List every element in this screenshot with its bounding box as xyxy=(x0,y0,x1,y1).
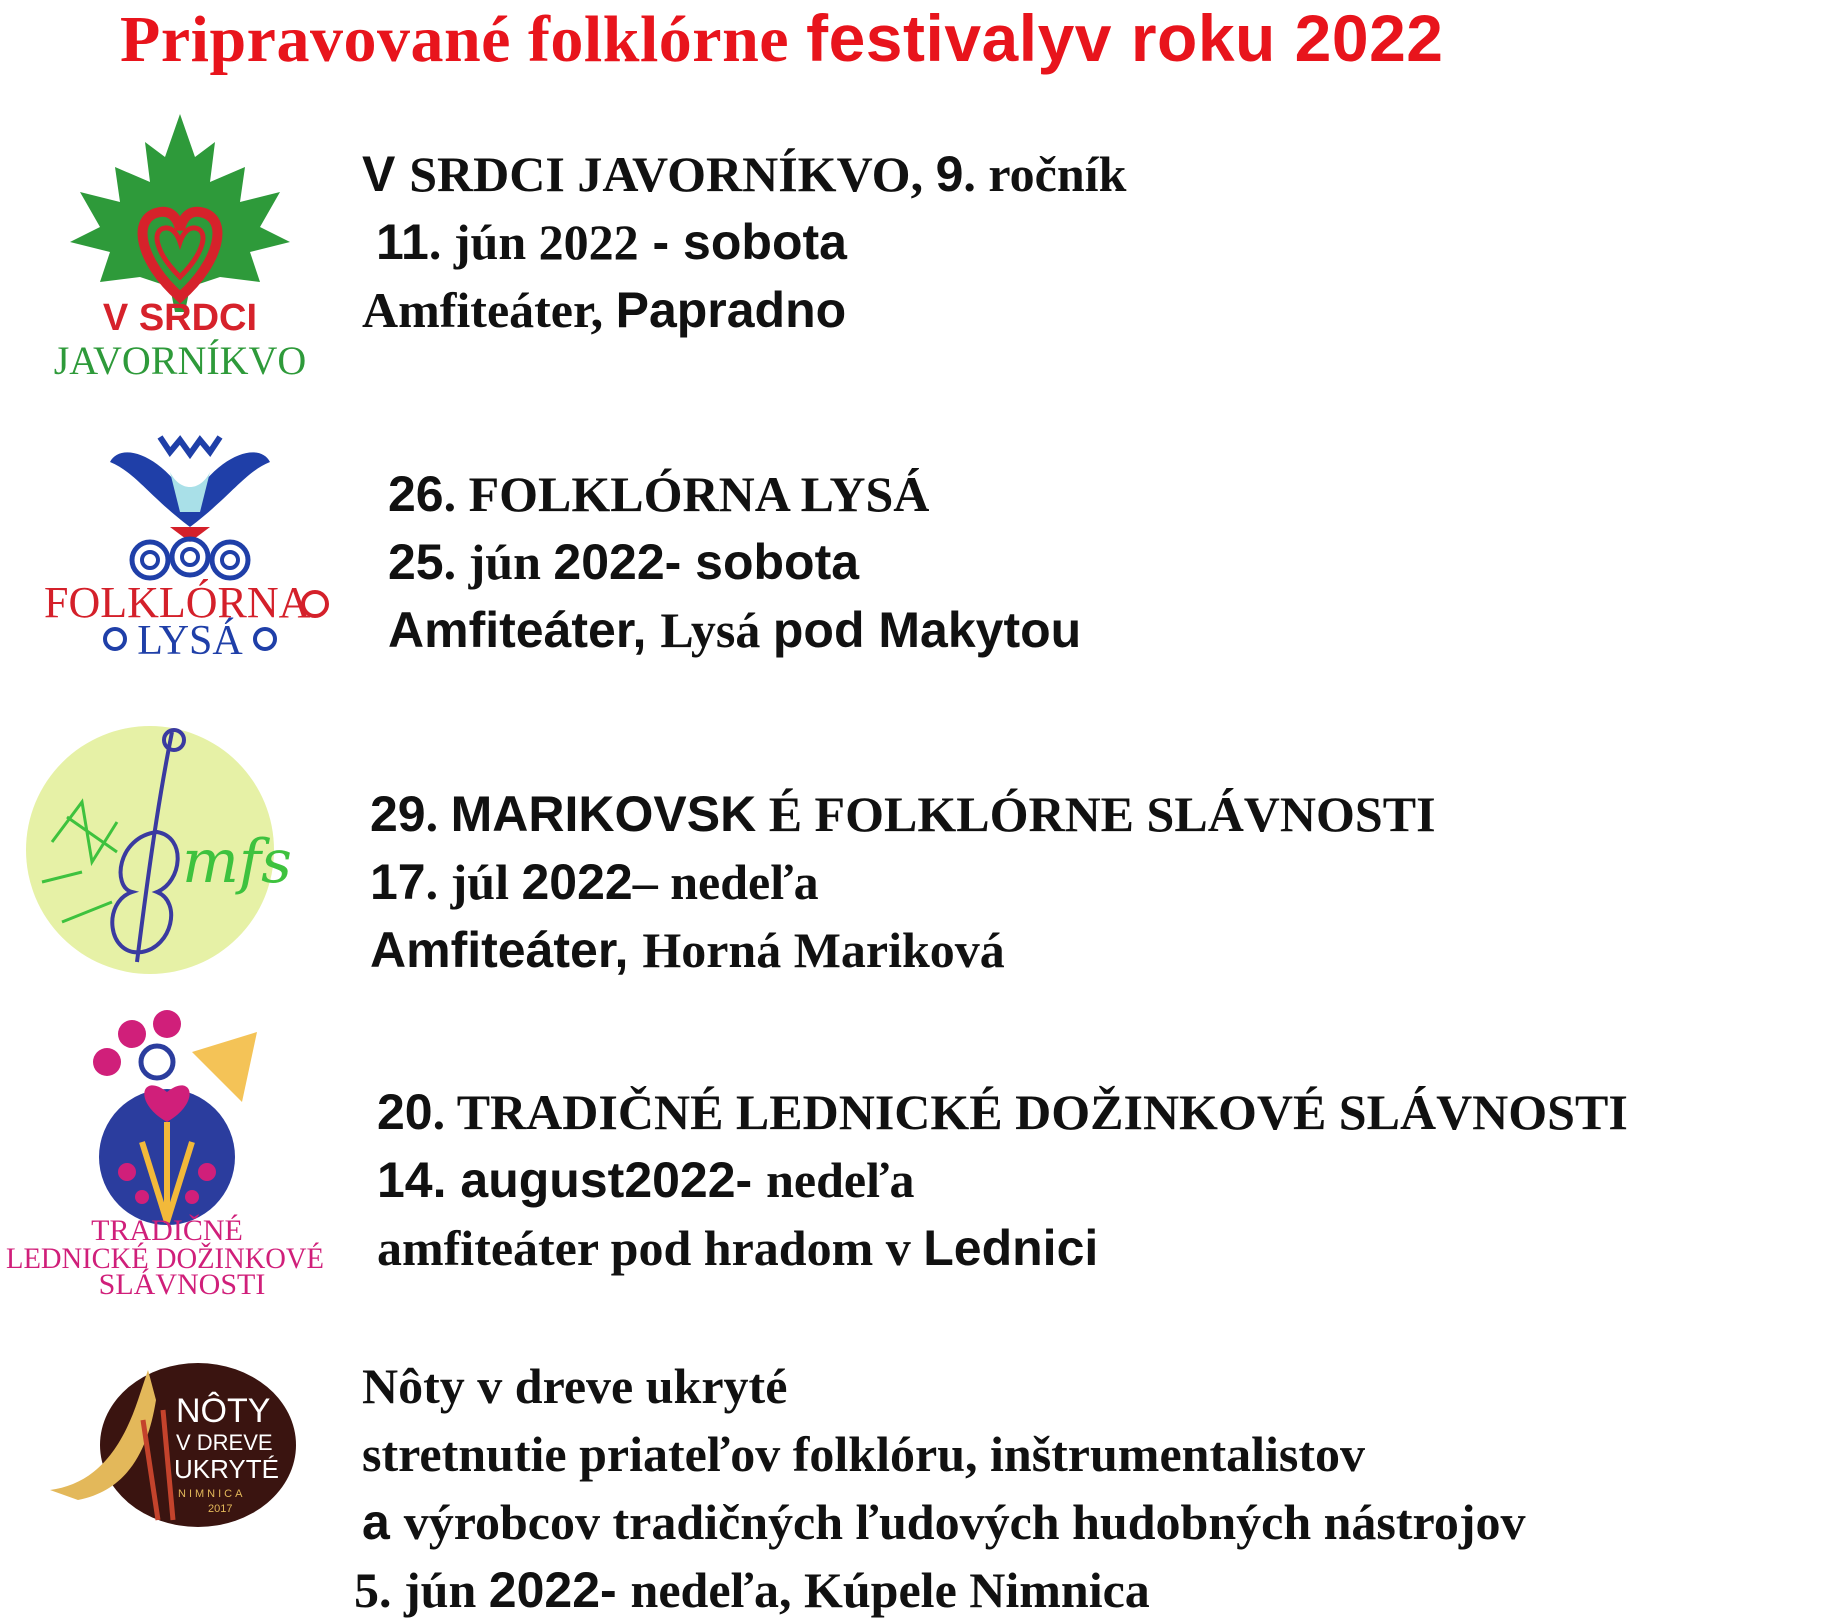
event-folklorna-lysa xyxy=(388,460,1081,664)
tulip-spiral-icon xyxy=(40,432,340,664)
event-title: Nôty v dreve ukryté xyxy=(362,1358,788,1414)
event-place: amfiteáter pod hradom v Lednici xyxy=(377,1220,1099,1276)
logo-tradicne-lednicke xyxy=(2,1012,332,1301)
logo-mfs xyxy=(22,722,292,978)
event-date: 11. jún 2022 - sobota xyxy=(376,214,847,270)
event-marikovske-folklorne-slavnosti xyxy=(370,780,1436,984)
logo-folklorna-lysa xyxy=(40,432,340,664)
logo-text: NIMNICA xyxy=(178,1488,246,1500)
event-tradicne-lednicke-dozinkove-slavnosti xyxy=(377,1078,1628,1282)
event-title: 20. TRADIČNÉ LEDNICKÉ DOŽINKOVÉ SLÁVNOSTI xyxy=(377,1084,1628,1140)
logo-text: V DREVE xyxy=(176,1430,273,1455)
logo-text: TRADIČNÉ xyxy=(91,1214,243,1247)
maple-leaf-heart-icon xyxy=(45,112,315,392)
logo-text: LYSÁ xyxy=(137,618,243,664)
event-noty-v-dreve-ukryte xyxy=(354,1352,1526,1624)
logo-noty-v-dreve-ukryte xyxy=(48,1360,298,1530)
logo-text: SLÁVNOSTI xyxy=(98,1268,266,1301)
fujara-icon xyxy=(48,1360,298,1530)
logo-text: V SRDCI xyxy=(102,297,258,339)
event-place: Amfiteáter, Horná Mariková xyxy=(370,922,1005,978)
title-part-1: Pripravované folklórne xyxy=(120,3,807,76)
event-title: 29. MARIKOVSK É FOLKLÓRNE SLÁVNOSTI xyxy=(370,786,1436,842)
event-title: 26. FOLKLÓRNA LYSÁ xyxy=(388,466,930,522)
event-title: V SRDCI JAVORNÍKVO, 9. ročník xyxy=(362,146,1127,202)
logo-text: LEDNICKÉ DOŽINKOVÉ xyxy=(6,1242,324,1275)
harvest-wheat-icon xyxy=(2,1012,332,1301)
logo-text: UKRYTÉ xyxy=(174,1454,279,1484)
logo-text: JAVORNÍKVO xyxy=(53,338,307,383)
event-description: a výrobcov tradičných ľudových hudobných nástrojov xyxy=(362,1494,1526,1550)
event-place: Amfiteáter, Papradno xyxy=(362,282,847,338)
event-date: 25. jún 2022- sobota xyxy=(388,534,860,590)
event-date: 17. júl 2022– nedeľa xyxy=(370,854,819,910)
logo-v-srdci-javornikvo xyxy=(45,112,315,392)
event-description: stretnutie priateľov folklóru, inštrumentalistov xyxy=(362,1426,1366,1482)
event-date: 14. august2022- nedeľa xyxy=(377,1152,915,1208)
violin-icon xyxy=(22,722,292,978)
title-part-2: festivalyv roku 2022 xyxy=(806,1,1444,75)
event-date-place: 5. jún 2022- nedeľa, Kúpele Nimnica xyxy=(354,1562,1150,1618)
logo-text: FOLKLÓRNA xyxy=(44,578,311,627)
logo-text: NÔTY xyxy=(176,1392,271,1430)
event-place: Amfiteáter, Lysá pod Makytou xyxy=(388,602,1082,658)
event-v-srdci-javornikvo xyxy=(362,140,1126,344)
page-title xyxy=(120,0,1720,78)
logo-text: mfs xyxy=(182,827,292,897)
logo-text: 2017 xyxy=(208,1503,233,1515)
